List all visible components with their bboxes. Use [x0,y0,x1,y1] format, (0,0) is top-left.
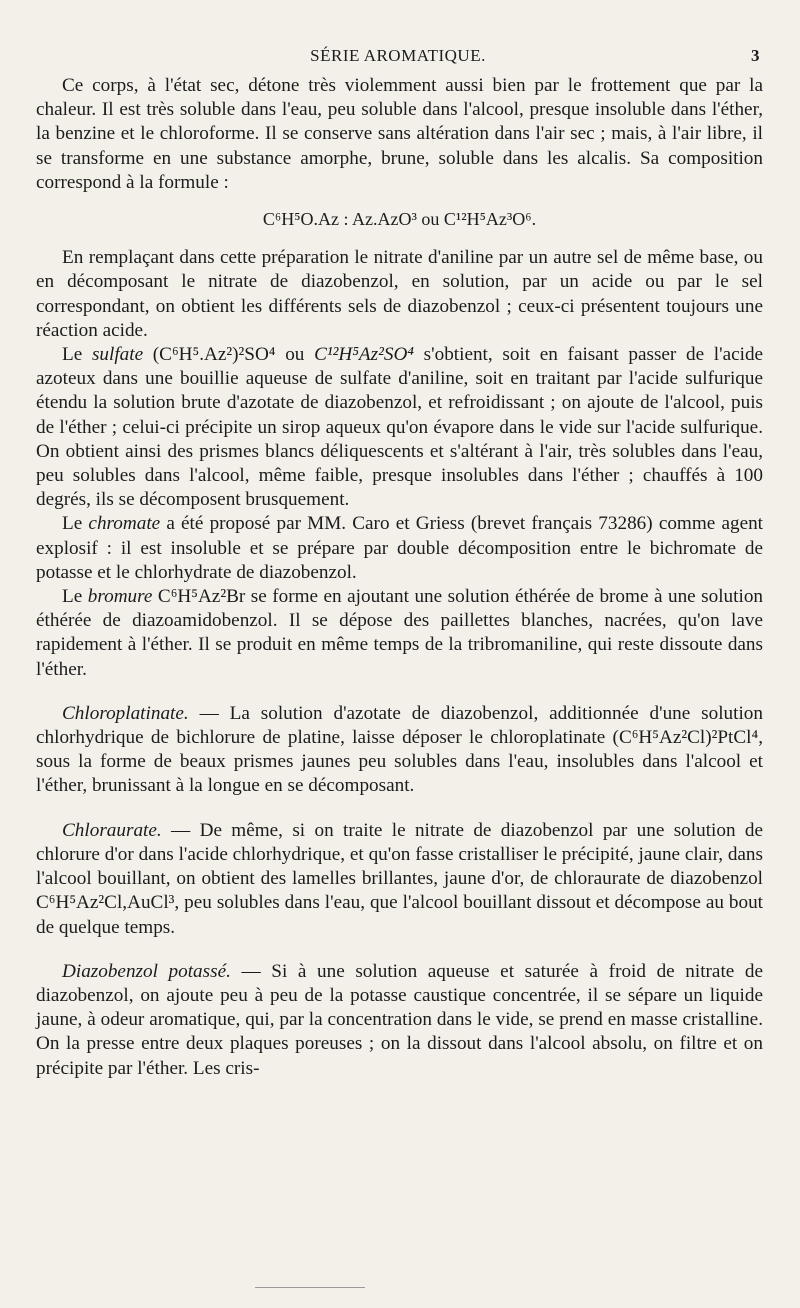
heading-diazobenzol-potasse: Diazobenzol potassé. [62,960,231,982]
paragraph-chromate: Le chromate a été proposé par MM. Caro et Griess (brevet français 73286) comme agent explosif : il est insoluble et se prépare par double décomposition entre le bichromate de potasse et le chlorhydrate de diazobenzol. [36,513,764,583]
footer-rule [255,1287,365,1288]
label-bromure: bromure [87,586,153,608]
body-text [36,74,763,1081]
formula-diazobenzol-nitrate: C⁶H⁵O.Az : Az.AzO³ ou C¹²H⁵Az³O⁶. [262,209,537,230]
paragraph-other-salts: En remplaçant dans cette préparation le nitrate d'aniline par un autre sel de même base, ou en décomposant le nitrate de diazobenzol, en solution, par un acide ou par le sel correspondant, on obtient les différents sels de diazobenzol ; ceux-ci présentent toujours une réaction acide. [36,247,763,341]
heading-chloroplatinate: Chloroplatinate. [62,702,189,724]
label-sulfate: sulfate [91,344,144,366]
page-number: 3 [751,46,760,65]
paragraph-bromure: Le bromure C⁶H⁵Az²Br se forme en ajoutant une solution éthérée de brome à une solution éthérée de diazoamidobenzol. Il se dépose des paillettes blanches, nacrées, qu'on lave rapidement à l'éther. Il se produit en même temps de la tribromaniline, qui reste dissoute dans l'éther. [36,586,764,680]
running-title: SÉRIE AROMATIQUE. [310,46,486,65]
paragraph-diazobenzol-properties: Ce corps, à l'état sec, détone très violemment aussi bien par le frottement que par la chaleur. Il est très soluble dans l'eau, peu soluble dans l'alcool, presque insoluble dans l'éther, la benzine et le chloroforme. Il se conserve sans altération dans l'air sec ; mais, à l'air libre, il se transforme en une substance amorphe, brune, soluble dans les alcalis. Sa composition correspond à la formule : [36,75,763,193]
paragraph-diazobenzol-potasse: Diazobenzol potassé. — Si à une solution aqueuse et saturée à froid de nitrate de diazobenzol, on ajoute peu à peu de la potasse caustique concentrée, il se sépare un liquide jaune, à odeur aromatique, qui, par la concentration dans le vide, se prend en masse cristalline. On la presse entre deux plaques poreuses ; on la dissout dans l'alcool absolu, on filtre et on précipite par l'éther. Les cris- [36,960,764,1079]
paragraph-chloraurate: Chloraurate. — De même, si on traite le nitrate de diazobenzol par une solution de chlorure d'or dans l'acide chlorhydrique, et qu'on fasse cristalliser le précipité, jaune clair, dans l'alcool bouillant, on obtient des lamelles brillantes, jaune d'or, de chloraurate de diazobenzol C⁶H⁵Az²Cl,AuCl³, peu solubles dans l'eau, que l'alcool bouillant dissout et décompose au bout de quelque temps. [36,819,764,938]
label-chromate: chromate [88,513,161,535]
running-header [36,46,760,72]
paragraph-chloroplatinate: Chloroplatinate. — La solution d'azotate de diazobenzol, additionnée d'une solution chlorhydrique de bichlorure de platine, laisse déposer le chloroplatinate (C⁶H⁵Az²Cl)²PtCl⁴, sous la forme de beaux prismes jaunes peu solubles dans l'eau, insolubles dans l'alcool et l'éther, brunissant à la longue en se décomposant. [36,702,763,797]
heading-chloraurate: Chloraurate. [62,819,162,841]
paragraph-sulfate: Le sulfate (C⁶H⁵.Az²)²SO⁴ ou C¹²H⁵Az²SO⁴ s'obtient, soit en faisant passer de l'acide azoteux dans une bouillie aqueuse de sulfate d'aniline, soit en traitant par l'acide sulfurique étendu la solution brute d'azotate de diazobenzol, et refroidissant ; on ajoute de l'alcool, puis de l'éther ; celui-ci précipite un sirop aqueux qu'on évapore dans le vide sur l'acide sulfurique. On obtient ainsi des prismes blancs déliquescents et s'altérant à l'air, très solubles dans l'eau, peu solubles dans l'alcool, même faible, presque insolubles dans l'éther ; chauffés à 100 degrés, ils se décomposent brusquement. [36,344,764,511]
